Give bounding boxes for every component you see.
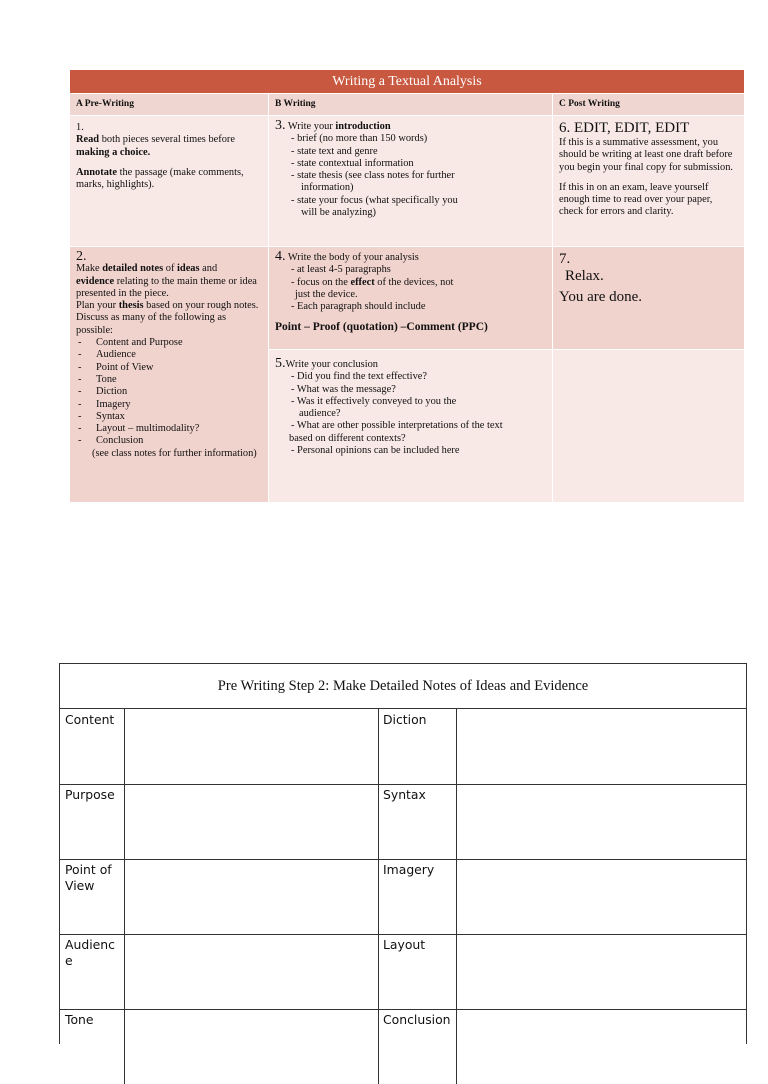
step-5-line: based on different contexts? bbox=[289, 432, 406, 444]
step-5-line: - Did you find the text effective? bbox=[291, 371, 427, 383]
row-label-right: Conclusion bbox=[383, 1012, 451, 1027]
step-2-number: 2. bbox=[76, 249, 87, 264]
row-label-left: Point of View bbox=[65, 862, 112, 893]
step-4-cell bbox=[269, 247, 552, 349]
row-label-left: Content bbox=[65, 712, 115, 727]
step-1-cell bbox=[70, 116, 268, 246]
step-3-item: will be analyzing) bbox=[301, 207, 377, 219]
step-1-annotate: Annotate the passage (make comments, marks, highlights). bbox=[76, 166, 244, 191]
step-3-item: - state thesis (see class notes for further bbox=[291, 170, 455, 182]
step-6-heading: 6. EDIT, EDIT, EDIT bbox=[559, 120, 690, 136]
step-3-item: - brief (no more than 150 words) bbox=[291, 133, 428, 145]
row-label-left: Audience bbox=[65, 937, 115, 968]
step-1-number: 1. bbox=[76, 122, 84, 133]
row-label-right: Layout bbox=[383, 937, 426, 952]
step-3-heading: 3. Write your introduction bbox=[275, 118, 391, 133]
step-4-line: - focus on the effect of the devices, not bbox=[291, 276, 454, 288]
step-2-cell bbox=[70, 247, 268, 502]
step-6-cell bbox=[553, 116, 744, 246]
step-1-read: Read both pieces several times before bbox=[76, 134, 235, 146]
step-5-line: - Was it effectively conveyed to you the bbox=[291, 395, 457, 407]
step-4-heading: 4. Write the body of your analysis bbox=[275, 249, 419, 264]
row-label-left: Purpose bbox=[65, 787, 115, 802]
list-item: - Layout – multimodality? bbox=[76, 423, 262, 435]
ppc-formula: Point – Proof (quotation) –Comment (PPC) bbox=[275, 321, 488, 334]
list-item: - Tone bbox=[76, 374, 262, 386]
step-7-cell bbox=[553, 247, 744, 349]
row-label-right: Syntax bbox=[383, 787, 426, 802]
step-4-line: - at least 4-5 paragraphs bbox=[291, 264, 391, 276]
step-6-para-1: If this is a summative assessment, you should be writing at least one draft before you begin your final copy for submission. bbox=[559, 137, 734, 173]
row-label-right: Diction bbox=[383, 712, 427, 727]
notes-table bbox=[59, 663, 747, 1044]
list-item: - Point of View bbox=[76, 362, 262, 374]
step-6-para-2: If this in on an exam, leave yourself enough time to read over your paper, check for errors and clarity. bbox=[559, 181, 713, 218]
step-4-line: - Each paragraph should include bbox=[291, 301, 426, 313]
row-label-right: Imagery bbox=[383, 862, 435, 877]
step-2-list bbox=[76, 337, 262, 448]
table-row bbox=[60, 934, 746, 1010]
list-item: - Content and Purpose bbox=[76, 337, 262, 349]
step-2-plan: Plan your thesis based on your rough notes. bbox=[76, 300, 259, 312]
step-3-item: - state contextual information bbox=[291, 157, 414, 169]
step-5-line: - Personal opinions can be included here bbox=[291, 445, 460, 457]
step-5-line: audience? bbox=[299, 408, 341, 420]
empty-cell bbox=[553, 350, 744, 502]
list-item: - Audience bbox=[76, 349, 262, 361]
step-2-discuss: Discuss as many of the following as possible: bbox=[76, 312, 227, 336]
step-4-line: just the device. bbox=[295, 288, 358, 300]
step-5-line: - What are other possible interpretations of the text bbox=[291, 420, 503, 432]
list-item: - Syntax bbox=[76, 411, 262, 423]
list-item: - Imagery bbox=[76, 399, 262, 411]
table-row bbox=[60, 1009, 746, 1084]
header-post-writing: C Post Writing bbox=[553, 94, 744, 115]
step-5-line: - What was the message? bbox=[291, 383, 396, 395]
step-7-number: 7. bbox=[559, 251, 571, 267]
step-5-heading: 5.Write your conclusion bbox=[275, 356, 378, 371]
list-item: - Conclusion bbox=[76, 435, 262, 447]
step-7-relax: Relax. bbox=[565, 268, 604, 284]
table-title: Writing a Textual Analysis bbox=[70, 70, 744, 93]
step-3-item: - state text and genre bbox=[291, 145, 378, 157]
step-5-cell bbox=[269, 350, 552, 502]
row-label-left: Tone bbox=[65, 1012, 94, 1027]
writing-guide-table bbox=[70, 70, 744, 502]
step-2-note: (see class notes for further information) bbox=[92, 447, 257, 459]
header-writing: B Writing bbox=[269, 94, 552, 115]
step-7-done: You are done. bbox=[559, 289, 643, 305]
step-3-item: information) bbox=[301, 182, 354, 194]
step-3-item: - state your focus (what specifically you bbox=[291, 194, 458, 206]
list-item: - Diction bbox=[76, 386, 262, 398]
notes-table-title: Pre Writing Step 2: Make Detailed Notes of Ideas and Evidence bbox=[60, 664, 746, 709]
step-3-cell bbox=[269, 116, 552, 246]
step-1-choice: making a choice. bbox=[76, 146, 151, 158]
table-row bbox=[60, 784, 746, 860]
table-row bbox=[60, 709, 746, 785]
table-row bbox=[60, 859, 746, 935]
step-2-text: Make detailed notes of ideas and evidence relating to the main theme or idea presented in the piece. bbox=[76, 263, 257, 299]
header-pre-writing: A Pre-Writing bbox=[70, 94, 268, 115]
